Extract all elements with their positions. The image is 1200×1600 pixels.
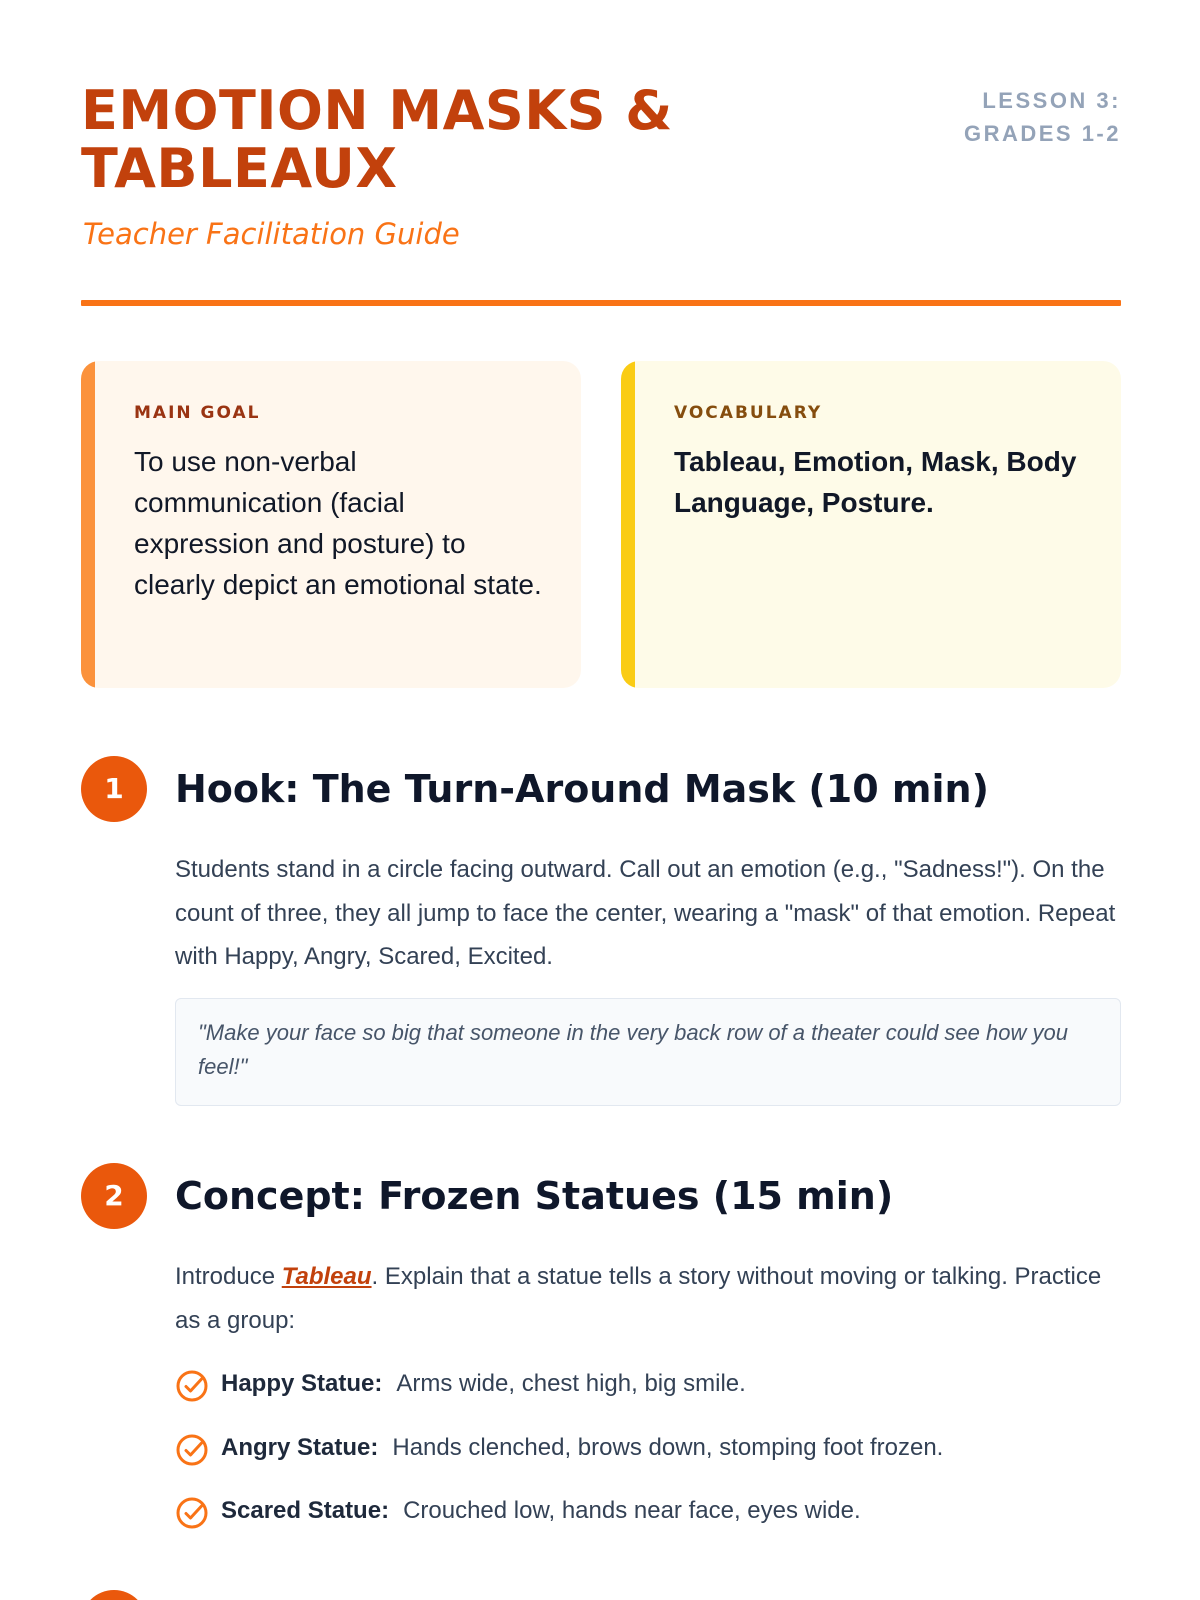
statue-description: Hands clenched, brows down, stomping foot frozen. (392, 1433, 944, 1461)
vocabulary-text: Tableau, Emotion, Mask, Body Language, Posture. (674, 446, 1077, 518)
check-circle-icon (175, 1369, 209, 1403)
lesson-tag (901, 84, 1121, 150)
page-title: EMOTION MASKS & TABLEAUX (81, 79, 673, 200)
grade-level: GRADES 1-2 (963, 121, 1121, 146)
section-intro-text: Introduce (175, 1263, 282, 1290)
teacher-quote: "Make your face so big that someone in the very back row of a theater could see how you feel!" (198, 1020, 1068, 1079)
section-body: Students stand in a circle facing outward. Call out an emotion (e.g., "Sadness!"). On the count of three, they all jump to face the center, wearing a "mask" of that emotion. Repeat with Happy, Angry, Scared, Excited. (175, 856, 1116, 970)
statue-label: Happy Statue: (221, 1370, 383, 1397)
lesson-page (81, 0, 1121, 1600)
list-item (175, 1367, 1121, 1431)
main-goal-text: To use non-verbal communication (facial expression and posture) to clearly depict an emotional state. (134, 446, 542, 600)
statue-checklist (175, 1367, 1121, 1558)
section-number-badge: 1 (81, 756, 147, 822)
card-accent-bar (621, 361, 635, 688)
teacher-quote-box (175, 998, 1121, 1106)
card-accent-bar (81, 361, 95, 688)
section-title: Concept: Frozen Statues (15 min) (175, 1174, 894, 1218)
lesson-number: LESSON 3: (982, 88, 1121, 113)
section-title: Hook: The Turn-Around Mask (10 min) (175, 767, 989, 811)
vocabulary-card (621, 361, 1121, 688)
check-circle-icon (175, 1433, 209, 1467)
check-circle-icon (175, 1496, 209, 1530)
main-goal-label: MAIN GOAL (134, 403, 261, 423)
statue-label: Angry Statue: (221, 1433, 379, 1461)
section-body (175, 1255, 1121, 1342)
section-intro-text: . Explain that a statue tells a story without moving or talking. Practice as a group: (175, 1263, 1102, 1334)
page-header (81, 79, 1121, 312)
vocabulary-term-link[interactable]: Tableau (281, 1263, 372, 1290)
list-item (175, 1494, 1121, 1558)
header-divider (81, 300, 1121, 306)
section-number-badge (81, 1590, 147, 1600)
statue-description: Crouched low, hands near face, eyes wide. (403, 1497, 861, 1524)
vocabulary-label: VOCABULARY (674, 403, 823, 423)
statue-description: Arms wide, chest high, big smile. (396, 1370, 746, 1397)
statue-label: Scared Statue: (221, 1497, 390, 1524)
list-item (175, 1431, 1121, 1495)
page-subtitle: Teacher Facilitation Guide (83, 217, 460, 251)
main-goal-card (81, 361, 581, 688)
section-number-badge: 2 (81, 1163, 147, 1229)
